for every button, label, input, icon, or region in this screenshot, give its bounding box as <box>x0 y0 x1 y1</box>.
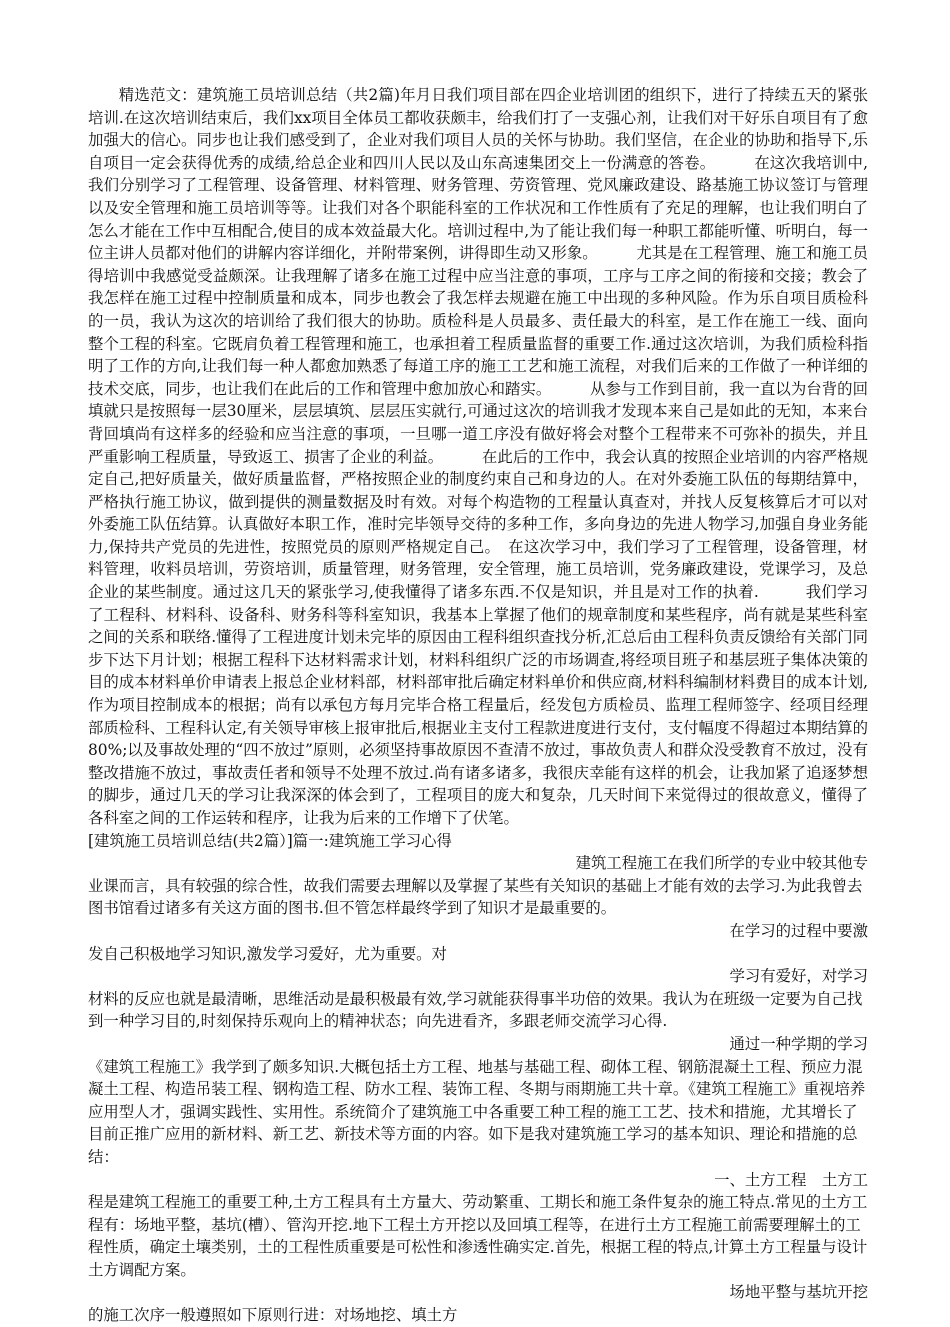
section-2-lead: 在学习的过程中要激 <box>729 921 868 940</box>
section-1-lead: 建筑工程施工在我们所学的专业中较其他专 <box>575 854 868 873</box>
section-5-body: 程是建筑工程施工的重要工种,土方工程具有土方量大、劳动繁重、工期长和施工条件复杂的施工特点.常见的土方工程有：场地平整，基坑(槽）、管沟开挖.地下工程土方开挖以及回填工程等，在进行土方工程施工前需要理解土的工程性质，确定土壤类别，土的工程性质重要是可松性和渗透性确实定.首先，根据工程的特点,计算土方工程量与设计土方调配方案。 <box>88 1193 868 1279</box>
section-6-body: 的施工次序一般遵照如下原则行进：对场地挖、填土方 <box>88 1306 458 1325</box>
section-heading: [建筑施工员培训总结(共2篇）]篇一:建筑施工学习心得 <box>88 831 452 850</box>
section-3-lead: 学习有爱好，对学习 <box>729 967 868 986</box>
section-6-lead: 场地平整与基坑开挖 <box>729 1283 868 1302</box>
section-3-body: 材料的反应也就是最清晰，思维活动是最积极最有效,学习就能获得事半功倍的效果。我认为在班级一定要为自己找到一种学习目的,时刻保持乐观向上的精神状态；向先进看齐，多跟老师交流学习心得. <box>88 989 863 1031</box>
section-4-body: 《建筑工程施工》我学到了颇多知识.大概包括土方工程、地基与基础工程、砌体工程、钢筋混凝土工程、预应力混凝土工程、构造吊装工程、钢构造工程、防水工程、装饰工程、冬期与雨期施工共十章。《建筑工程施工》重视培养应用型人才，强调实践性、实用性。系统简介了建筑施工中各重要工种工程的施工工艺、技术和措施，尤其增长了目前正推广应用的新材料、新工艺、新技术等方面的内容。如下是我对建筑施工学习的基本知识、理论和措施的总结： <box>88 1057 866 1166</box>
section-2-body: 发自己积极地学习知识,激发学习爱好，尤为重要。对 <box>88 944 447 963</box>
main-paragraph: 精选范文：建筑施工员培训总结（共2篇)年月日我们项目部在四企业培训团的组织下，进行了持续五天的紧张培训.在这次培训结束后，我们xx项目全体员工都收获颇丰，给我们打了一支强心剂，让我们对干好乐自项目有了愈加强大的信心。同步也让我们感受到了，企业对我们项目人员的关怀与协助。我们坚信，在企业的协助和指导下,乐自项目一定会获得优秀的成绩,给总企业和四川人民以及山东高速集团交上一份满意的答卷。 在这次我培训中,我们分别学习了工程管理、设备管理、材料管理、财务管理、劳资管理、党风廉政建设、路基施工协议签订与管理以及安全管理和施工员培训等等。让我们对各个职能科室的工作状况和工作性质有了充足的理解，也让我们明白了怎么才能在工作中互相配合,使目的成本效益最大化。培训过程中,为了能让我们每一种职工都能听懂、听明白，每一位主讲人员都对他们的讲解内容详细化，并附带案例，讲得即生动又形象。 尤其是在工程管理、施工和施工员得培训中我感觉受益颇深。让我理解了诸多在施工过程中应当注意的事项，工序与工序之间的衔接和交接；教会了我怎样在施工过程中控制质量和成本，同步也教会了我怎样去规避在施工中出现的多种风险。作为乐自项目质检科的一员，我认为这次的培训给了我们很大的协助。质检科是人员最多、责任最大的科室，是工作在施工一线、面向整个工程的科室。它既肩负着工程管理和施工，也承担着工程质量监督的重要工作.通过这次培训，为我们质检科指明了工作的方向,让我们每一种人都愈加熟悉了每道工序的施工工艺和施工流程，对我们后来的工作做了一种详细的技术交底，同步，也让我们在此后的工作和管理中愈加放心和踏实。 从参与工作到目前，我一直以为台背的回填就只是按照每一层30厘米，层层填筑、层层压实就行,可通过这次的培训我才发现本来自己是如此的无知，本来台背回填尚有这样多的经验和应当注意的事项，一旦哪一道工序没有做好将会对整个工程带来不可弥补的损失，并且严重影响工程质量，导致返工、损害了企业的利益。 在此后的工作中，我会认真的按照企业培训的内容严格规定自己,把好质量关，做好质量监督，严格按照企业的制度约束自己和身边的人。在对外委施工队伍的每期结算中，严格执行施工协议，做到提供的测量数据及时有效。对每个构造物的工程量认真查对，并找人反复核算后才可以对外委施工队伍结算。认真做好本职工作，准时完毕领导交待的多种工作，多向身边的先进人物学习,加强自身业务能力,保持共产党员的先进性，按照党员的原则严格规定自己。 在这次学习中，我们学习了工程管理，设备管理，材料管理，收料员培训，劳资培训，质量管理，财务管理，安全管理，施工员培训，党务廉政建设，党课学习，及总企业的某些制度。通过这几天的紧张学习,使我懂得了诸多东西.不仅是知识，并且是对工作的执着. 我们学习了工程科、材料科、设备科、财务科等科室知识，我基本上掌握了他们的规章制度和某些程序，尚有就是某些科室之间的关系和联络.懂得了工程进度计划未完毕的原因由工程科组织查找分析,汇总后由工程科负责反馈给有关部门同步下达下月计划；根据工程科下达材料需求计划，材料科组织广泛的市场调查,将经项目班子和基层班子集体决策的目的成本材料单价申请表上报总企业材料部，材料部审批后确定材料单价和供应商,材料科编制材料费目的成本计划,作为项目控制成本的根据；尚有以承包方每月完毕合格工程量后，经发包方质检员、监理工程师签字、经项目经理部质检科、工程科认定,有关领导审核上报审批后,根据业主支付工程款进度进行支付，支付幅度不得超过本期结算的80%;以及事故处理的“四不放过”原则，必须坚持事故原因不查清不放过，事故负责人和群众没受教育不放过，没有整改措施不放过，事故责任者和领导不处理不放过.尚有诸多诸多，我很庆幸能有这样的机会，让我加紧了追逐梦想的脚步，通过几天的学习让我深深的体会到了，工程项目的庞大和复杂，几天时间下来觉得过的很故意义，懂得了各科室之间的工作运转和程序，让我为后来的工作增下了伏笔。 <box>88 86 868 827</box>
section-5-lead: 一、土方工程 土方工 <box>714 1170 868 1189</box>
section-1-body: 业课而言，具有较强的综合性，故我们需要去理解以及掌握了某些有关知识的基础上才能有效的去学习.为此我曾去图书馆看过诸多有关这方面的图书.但不管怎样最终学到了知识才是最重要的。 <box>88 876 863 918</box>
section-4-lead: 通过一种学期的学习 <box>729 1034 868 1053</box>
